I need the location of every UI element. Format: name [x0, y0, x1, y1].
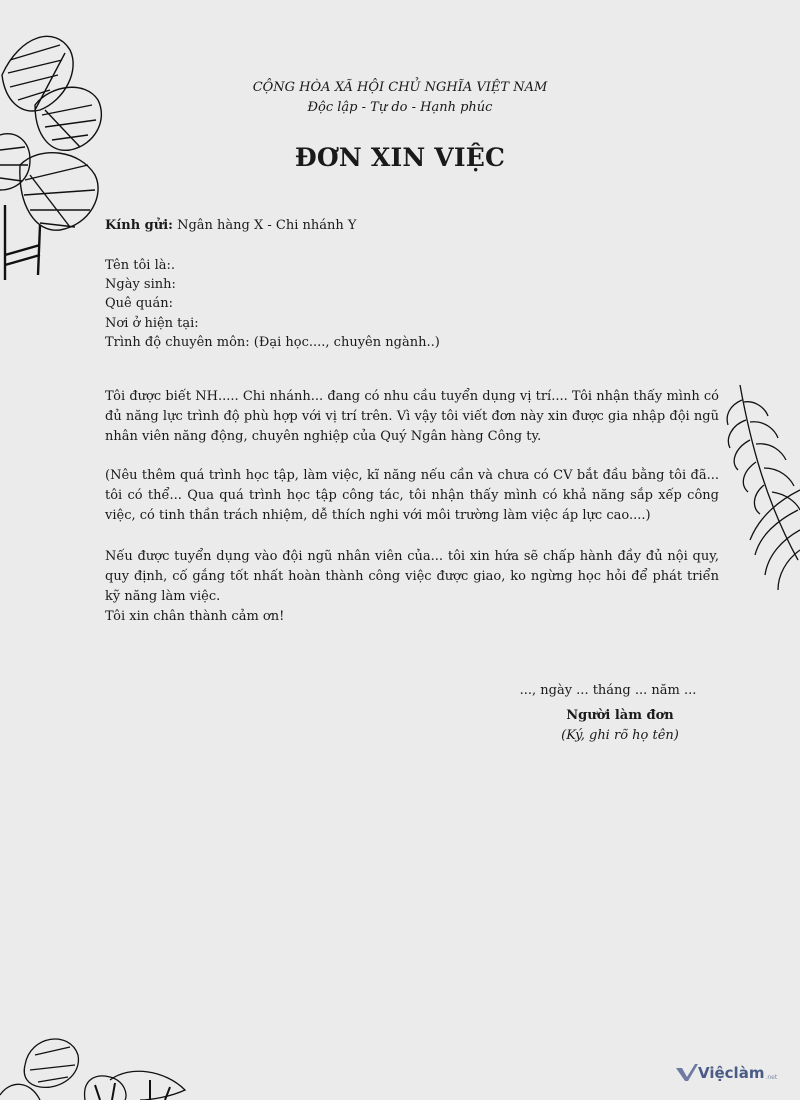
- paragraph-commitment: Nếu được tuyển dụng vào đội ngũ nhân viên của... tôi xin hứa sẽ chấp hành đầy đủ nội quy, quy định, cố gắng tốt nhất hoàn thành công việc được giao, ko ngừng học hỏi để phát triển kỹ năng làm việc.: [105, 549, 719, 604]
- paragraph-experience: (Nêu thêm quá trình học tập, làm việc, kĩ năng nếu cần và chưa có CV bắt đầu bằng tôi đã... tôi có thể... Qua quá trình học tập công tác, tôi nhận thấy mình có khả năng sắp xếp công việc, có tinh thần trách nhiệm, dễ thích nghi với môi trường làm việc áp lực cao....): [105, 468, 719, 523]
- field-birthdate: Ngày sinh:: [105, 277, 176, 293]
- paragraph-thanks: Tôi xin chân thành cảm ơn!: [105, 609, 285, 624]
- signature-date: ..., ngày ... tháng ... năm ...: [519, 683, 697, 698]
- field-qualification: Trình độ chuyên môn: (Đại học...., chuyên ngành..): [105, 334, 440, 350]
- national-motto: Độc lập - Tự do - Hạnh phúc: [307, 100, 493, 115]
- fern-leaves-icon: [720, 380, 800, 595]
- signer-title: Người làm đơn: [566, 708, 674, 723]
- recipient-label: Kính gửi:: [105, 218, 173, 233]
- brand-name: Việclàm: [698, 1064, 765, 1082]
- recipient-line: [105, 216, 719, 236]
- personal-info-fields: [105, 256, 719, 352]
- signature-note: (Ký, ghi rõ họ tên): [561, 728, 679, 743]
- country-name: CỘNG HÒA XÃ HỘI CHỦ NGHĨA VIỆT NAM: [252, 80, 548, 95]
- field-address: Nơi ở hiện tại:: [105, 315, 199, 331]
- field-hometown: Quê quán:: [105, 296, 174, 312]
- paragraph-intro: Tôi được biết NH..... Chi nhánh... đang có nhu cầu tuyển dụng vị trí.... Tôi nhận thấy mình có đủ năng lực trình độ phù hợp với vị trí trên. Vì vậy tôi viết đơn này xin được gia nhập đội ngũ nhân viên năng động, chuyên nghiệp của Quý Ngân hàng Công ty.: [105, 389, 719, 444]
- brand-logo: [676, 1064, 777, 1082]
- national-header: [0, 78, 800, 118]
- field-name: Tên tôi là:.: [105, 258, 176, 273]
- brand-suffix: .net: [765, 1073, 778, 1081]
- document-title: ĐƠN XIN VIỆC: [294, 143, 506, 172]
- plant-pot-icon: [0, 1025, 195, 1100]
- checkmark-logo-icon: [676, 1064, 698, 1082]
- recipient-value: Ngân hàng X - Chi nhánh Y: [177, 218, 357, 233]
